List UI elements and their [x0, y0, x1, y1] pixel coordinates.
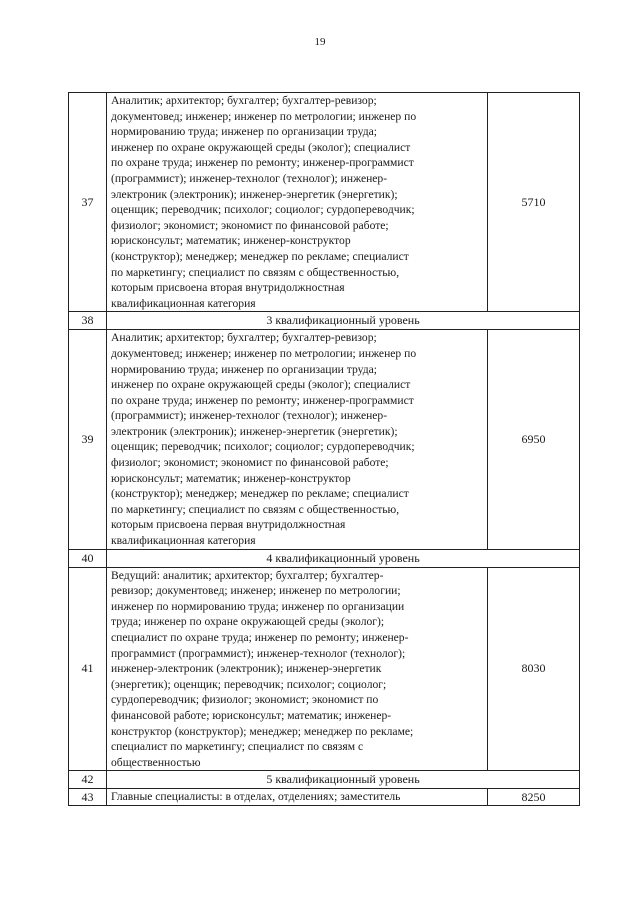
table-row — [69, 93, 580, 312]
table-body — [69, 93, 580, 806]
salary-amount: 8250 — [488, 789, 580, 806]
description-line: юрисконсульт; математик; инженер-конструктор — [111, 234, 351, 248]
row-number: 41 — [69, 567, 107, 771]
row-number: 38 — [69, 312, 107, 330]
description-line: (конструктор); менеджер; менеджер по рекламе; специалист — [111, 487, 409, 501]
description-line: инженер-электроник (электроник); инженер-энергетик — [111, 662, 382, 676]
description-line: (конструктор); менеджер; менеджер по рекламе; специалист — [111, 249, 409, 263]
description-line: труда; инженер по охране окружающей среды (эколог); — [111, 615, 385, 629]
table-row — [69, 567, 580, 771]
qualification-level-label: 4 квалификационный уровень — [107, 549, 580, 567]
description-line: финансовой работе; юрисконсульт; математик; инженер- — [111, 708, 392, 722]
qualification-level-label: 3 квалификационный уровень — [107, 312, 580, 330]
position-description — [107, 330, 488, 549]
description-line: (энергетик); оценщик; переводчик; психолог; социолог; — [111, 677, 387, 691]
row-number: 43 — [69, 789, 107, 806]
row-number: 37 — [69, 93, 107, 312]
description-line: квалификационная категория — [111, 534, 256, 548]
row-number: 40 — [69, 549, 107, 567]
table-row — [69, 330, 580, 549]
description-line: юрисконсульт; математик; инженер-конструктор — [111, 471, 351, 485]
description-line: (программист); инженер-технолог (технолог); инженер- — [111, 171, 388, 185]
description-line: электроник (электроник); инженер-энергетик (энергетик); — [111, 187, 398, 201]
description-line: по маркетингу; специалист по связям с общественностью, — [111, 265, 400, 279]
description-line: Главные специалисты: в отделах, отделениях; заместитель — [111, 790, 401, 804]
description-line: ревизор; документовед; инженер; инженер по метрологии; — [111, 584, 401, 598]
description-line: сурдопереводчик; физиолог; экономист; экономист по — [111, 693, 379, 707]
position-description — [107, 93, 488, 312]
description-line: квалификационная категория — [111, 296, 256, 310]
description-line: Аналитик; архитектор; бухгалтер; бухгалтер-ревизор; — [111, 331, 377, 345]
description-line: по маркетингу; специалист по связям с общественностью, — [111, 502, 400, 516]
qualification-table — [68, 92, 580, 806]
description-line: по охране труда; инженер по ремонту; инженер-программист — [111, 156, 414, 170]
row-number: 42 — [69, 771, 107, 789]
position-description — [107, 789, 488, 806]
description-line: нормированию труда; инженер по организации труда; — [111, 362, 377, 376]
page-number: 19 — [314, 36, 326, 48]
salary-amount: 6950 — [488, 330, 580, 549]
description-line: которым присвоена первая внутридолжностная — [111, 518, 346, 532]
description-line: инженер по нормированию труда; инженер по организации — [111, 599, 405, 613]
description-line: программист (программист); инженер-технолог (технолог); — [111, 646, 406, 660]
description-line: специалист по охране труда; инженер по ремонту; инженер- — [111, 631, 409, 644]
qualification-level-label: 5 квалификационный уровень — [107, 771, 580, 789]
description-line: (программист); инженер-технолог (технолог); инженер- — [111, 409, 388, 423]
description-line: оценщик; переводчик; психолог; социолог; сурдопереводчик; — [111, 440, 415, 454]
salary-amount: 5710 — [488, 93, 580, 312]
description-line: которым присвоена вторая внутридолжностная — [111, 281, 345, 295]
description-line: физиолог; экономист; экономист по финансовой работе; — [111, 456, 389, 470]
description-line: оценщик; переводчик; психолог; социолог; сурдопереводчик; — [111, 203, 415, 217]
row-number: 39 — [69, 330, 107, 549]
position-description — [107, 567, 488, 771]
description-line: Аналитик; архитектор; бухгалтер; бухгалтер-ревизор; — [111, 94, 377, 107]
level-row — [69, 771, 580, 789]
description-line: общественностью — [111, 755, 201, 769]
description-line: физиолог; экономист; экономист по финансовой работе; — [111, 218, 389, 232]
description-line: электроник (электроник); инженер-энергетик (энергетик); — [111, 424, 398, 438]
description-line: специалист по маркетингу; специалист по связям с — [111, 740, 364, 754]
description-line: документовед; инженер; инженер по метрологии; инженер по — [111, 109, 417, 123]
level-row — [69, 312, 580, 330]
description-line: Ведущий: аналитик; архитектор; бухгалтер; бухгалтер- — [111, 568, 384, 582]
description-line: конструктор (конструктор); менеджер; менеджер по рекламе; — [111, 724, 414, 738]
level-row — [69, 549, 580, 567]
description-line: инженер по охране окружающей среды (эколог); специалист — [111, 140, 411, 154]
description-line: инженер по охране окружающей среды (эколог); специалист — [111, 378, 411, 392]
description-line: по охране труда; инженер по ремонту; инженер-программист — [111, 393, 414, 407]
salary-amount: 8030 — [488, 567, 580, 771]
description-line: документовед; инженер; инженер по метрологии; инженер по — [111, 346, 417, 360]
description-line: нормированию труда; инженер по организации труда; — [111, 125, 377, 139]
table-row — [69, 789, 580, 806]
